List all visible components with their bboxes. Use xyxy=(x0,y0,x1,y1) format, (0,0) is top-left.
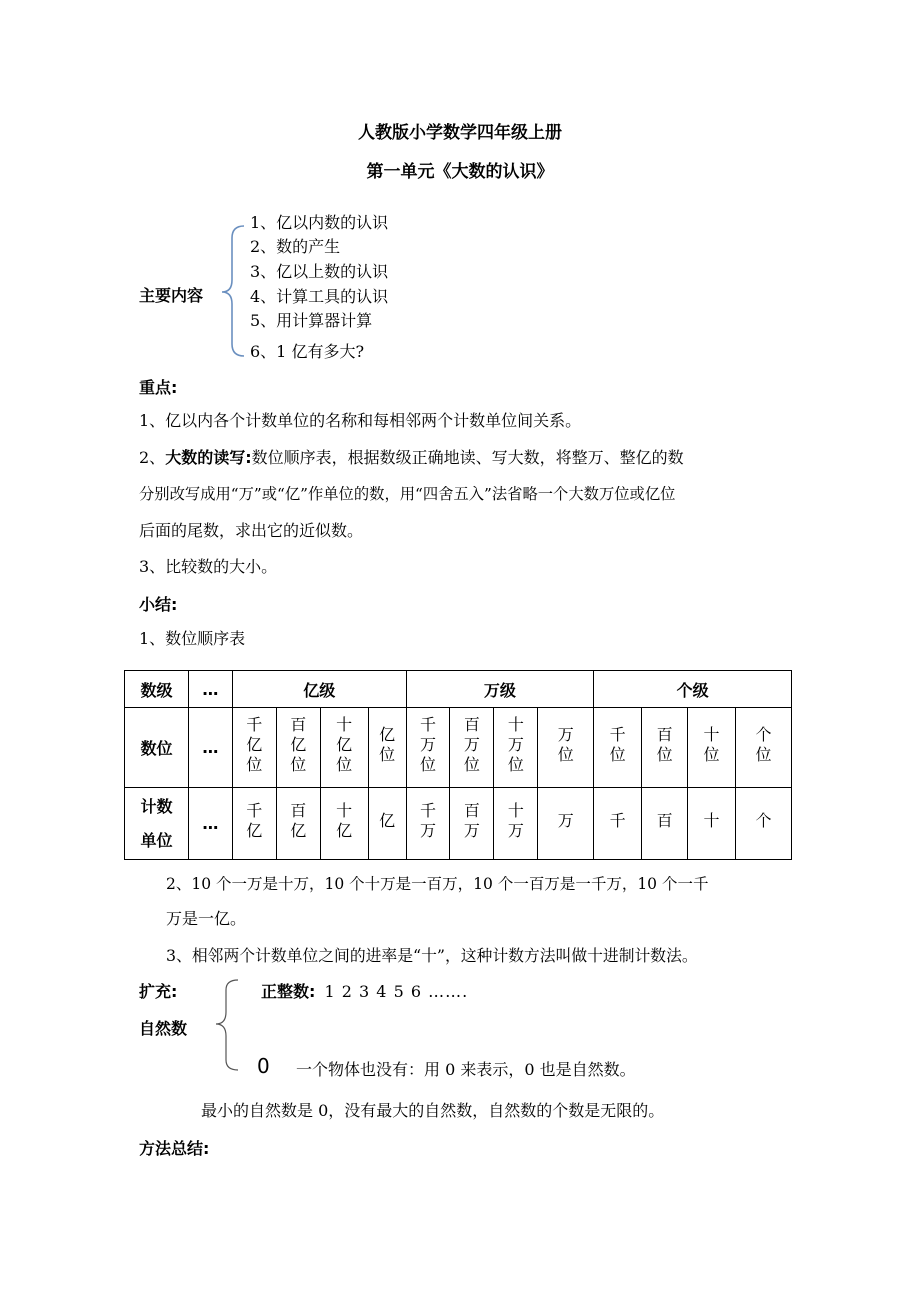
main-content-item: 6、1 亿有多大? xyxy=(250,342,365,361)
place-cell: 千亿位 xyxy=(246,714,263,774)
place-row xyxy=(125,708,792,788)
row-label-unit: 计数单位 xyxy=(140,796,173,850)
key-point-2-line2: 分别改写成用“万”或“亿”作单位的数，用“四舍五入”法省略一个大数万位或亿位 xyxy=(139,485,676,503)
unit-cell: 百 xyxy=(656,810,673,830)
zero-description: 一个物体也没有：用 0 来表示，0 也是自然数。 xyxy=(296,1060,636,1079)
place-value-table xyxy=(124,670,792,860)
summary-heading: 小结: xyxy=(139,595,178,614)
main-content-brace xyxy=(216,222,246,360)
unit-cell: 千亿 xyxy=(246,800,263,840)
place-cell: 万位 xyxy=(557,724,574,764)
key-point-3: 3、比较数的大小。 xyxy=(139,557,278,576)
unit-cell: 十万 xyxy=(507,800,524,840)
place-cell: 百亿位 xyxy=(290,714,307,774)
natural-number-label: 自然数 xyxy=(139,1019,188,1038)
place-cell: 百万位 xyxy=(463,714,480,774)
unit-cell: 百亿 xyxy=(290,800,307,840)
main-content-label: 主要内容 xyxy=(139,286,204,305)
unit-cell: 百万 xyxy=(463,800,480,840)
place-cell: 十万位 xyxy=(507,714,524,774)
table-caption: 1、数位顺序表 xyxy=(139,629,246,648)
place-cell: 百位 xyxy=(656,724,673,764)
natural-number-brace xyxy=(200,976,240,1076)
expand-heading: 扩充: xyxy=(139,982,178,1001)
key-point-2-bold: 大数的读写: xyxy=(165,448,252,467)
place-cell: 亿位 xyxy=(379,724,396,764)
unit-row xyxy=(125,788,792,860)
main-content-item: 3、亿以上数的认识 xyxy=(250,262,389,281)
positive-integer-row xyxy=(261,979,468,1002)
level-yi: 亿级 xyxy=(232,671,406,708)
summary-point-2-line1: 2、10 个一万是十万，10 个十万是一百万，10 个一百万是一千万，10 个一千 xyxy=(166,875,709,893)
summary-point-2-line2: 万是一亿。 xyxy=(166,909,247,928)
ellipsis-cell: … xyxy=(188,788,232,860)
positive-integer-label: 正整数: xyxy=(261,982,316,1001)
place-cell: 千万位 xyxy=(419,714,436,774)
key-point-2-line1 xyxy=(139,445,684,468)
main-content-item: 2、数的产生 xyxy=(250,237,341,256)
row-label-place: 数位 xyxy=(125,708,189,788)
row-label-level: 数级 xyxy=(125,671,189,708)
place-cell: 千位 xyxy=(609,724,626,764)
place-cell: 十亿位 xyxy=(336,714,353,774)
ellipsis-cell: … xyxy=(188,708,232,788)
key-point-2-line3: 后面的尾数，求出它的近似数。 xyxy=(139,521,364,540)
unit-cell: 千万 xyxy=(419,800,436,840)
key-point-2-prefix: 2、 xyxy=(139,448,166,467)
key-points-heading: 重点: xyxy=(139,378,178,397)
unit-cell: 万 xyxy=(557,810,574,830)
level-ge: 个级 xyxy=(594,671,792,708)
method-heading: 方法总结: xyxy=(139,1139,210,1158)
ellipsis-cell: … xyxy=(188,671,232,708)
main-content-item: 1、亿以内数的认识 xyxy=(250,213,389,232)
unit-cell: 千 xyxy=(609,810,626,830)
key-point-2-text: 数位顺序表，根据数级正确地读、写大数，将整万、整亿的数 xyxy=(251,448,684,467)
main-content-item: 4、计算工具的认识 xyxy=(250,287,389,306)
zero-symbol: 0 xyxy=(257,1054,270,1078)
unit-cell: 十 xyxy=(703,810,720,830)
unit-cell: 个 xyxy=(755,810,772,830)
summary-point-3: 3、相邻两个计数单位之间的进率是“十”，这种计数方法叫做十进制计数法。 xyxy=(166,946,698,965)
key-point-1: 1、亿以内各个计数单位的名称和每相邻两个计数单位间关系。 xyxy=(139,411,582,430)
natural-number-conclusion: 最小的自然数是 0，没有最大的自然数，自然数的个数是无限的。 xyxy=(201,1101,665,1120)
unit-cell: 亿 xyxy=(379,810,396,830)
place-cell: 十位 xyxy=(703,724,720,764)
main-content-item: 5、用计算器计算 xyxy=(250,311,373,330)
document-title: 人教版小学数学四年级上册 xyxy=(358,123,562,143)
document-subtitle: 第一单元《大数的认识》 xyxy=(366,162,554,182)
level-wan: 万级 xyxy=(406,671,594,708)
place-cell: 个位 xyxy=(755,724,772,764)
unit-cell: 十亿 xyxy=(336,800,353,840)
positive-integer-values: 1 2 3 4 5 6 ……. xyxy=(324,982,469,1001)
